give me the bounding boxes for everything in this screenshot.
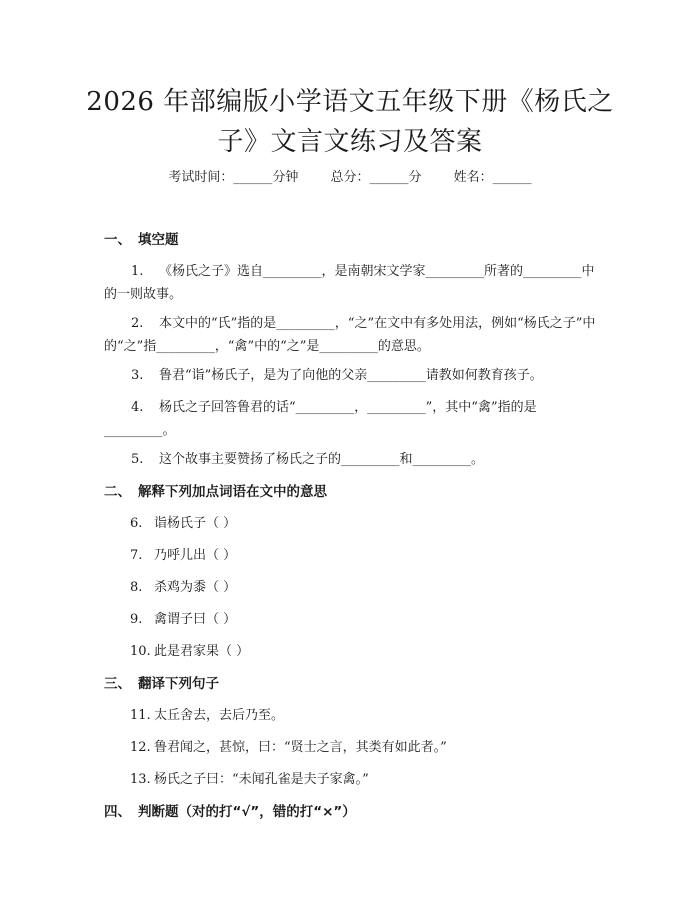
question-text: 鲁君闻之，甚惊，曰：“贤士之言，其类有如此者。” <box>154 740 447 755</box>
student-name: 姓名：______ <box>453 170 532 185</box>
question-number: 8. <box>130 580 143 595</box>
question-item <box>104 512 598 535</box>
question-item <box>104 704 598 727</box>
question-text: 杨氏之子曰：“未闻孔雀是夫子家禽。” <box>154 772 369 787</box>
question-number: 9. <box>130 612 143 627</box>
exam-info <box>0 168 700 188</box>
section-number: 一、 <box>104 232 131 248</box>
question-number: 10. <box>130 644 151 659</box>
question-number: 5. <box>131 452 144 467</box>
section-title: 翻译下列句子 <box>138 676 219 692</box>
question-text: 诣杨氏子（ ） <box>154 516 237 531</box>
question-text: 《杨氏之子》选自_________，是南朝宋文学家_________所著的_________中的一则故事。 <box>104 264 595 302</box>
section-title: 解释下列加点词语在文中的意思 <box>138 484 327 500</box>
question-number: 4. <box>131 400 144 415</box>
question-number: 13. <box>130 772 151 787</box>
exam-time: 考试时间：______分钟 <box>168 170 299 185</box>
exam-score: 总分：______分 <box>330 170 422 185</box>
question-number: 2. <box>131 316 144 331</box>
question-text: 乃呼儿出（ ） <box>154 548 237 563</box>
question-item <box>104 312 598 358</box>
section-title: 填空题 <box>138 232 179 248</box>
question-text: 杀鸡为黍（ ） <box>154 580 237 595</box>
section-title: 判断题（对的打“√”，错的打“×”） <box>138 804 356 820</box>
question-text: 太丘舍去，去后乃至。 <box>154 708 285 723</box>
question-item <box>104 396 598 442</box>
question-item <box>104 364 598 387</box>
question-number: 12. <box>130 740 151 755</box>
question-number: 3. <box>131 368 144 383</box>
question-number: 6. <box>130 516 143 531</box>
section-heading <box>104 802 356 822</box>
section-number: 四、 <box>104 804 131 820</box>
question-item <box>104 544 598 567</box>
question-text: 鲁君“诣”杨氏子，是为了向他的父亲_________请教如何教育孩子。 <box>159 368 543 383</box>
question-item <box>104 448 598 471</box>
question-text: 这个故事主要赞扬了杨氏之子的_________和_________。 <box>159 452 485 467</box>
question-text: 杨氏之子回答鲁君的话“_________，_________”，其中“禽”指的是_________。 <box>104 400 537 438</box>
question-text: 禽谓子曰（ ） <box>154 612 237 627</box>
question-text: 此是君家果（ ） <box>154 644 250 659</box>
question-number: 1. <box>131 264 144 279</box>
question-text: 本文中的“氏”指的是_________，“之”在文中有多处用法，例如“杨氏之子”中的“之”指_________，“禽”中的“之”是_________的意思。 <box>104 316 596 354</box>
section-number: 二、 <box>104 484 131 500</box>
question-number: 7. <box>130 548 143 563</box>
question-item <box>104 260 598 306</box>
section-heading <box>104 230 179 250</box>
question-item <box>104 640 598 663</box>
question-item <box>104 608 598 631</box>
page-title: 2026 年部编版小学语文五年级下册《杨氏之子》文言文练习及答案 <box>86 87 614 157</box>
question-item <box>104 736 598 759</box>
question-item <box>104 576 598 599</box>
question-item <box>104 768 598 791</box>
section-heading <box>104 482 327 502</box>
section-heading <box>104 674 219 694</box>
section-number: 三、 <box>104 676 131 692</box>
question-number: 11. <box>130 708 151 723</box>
